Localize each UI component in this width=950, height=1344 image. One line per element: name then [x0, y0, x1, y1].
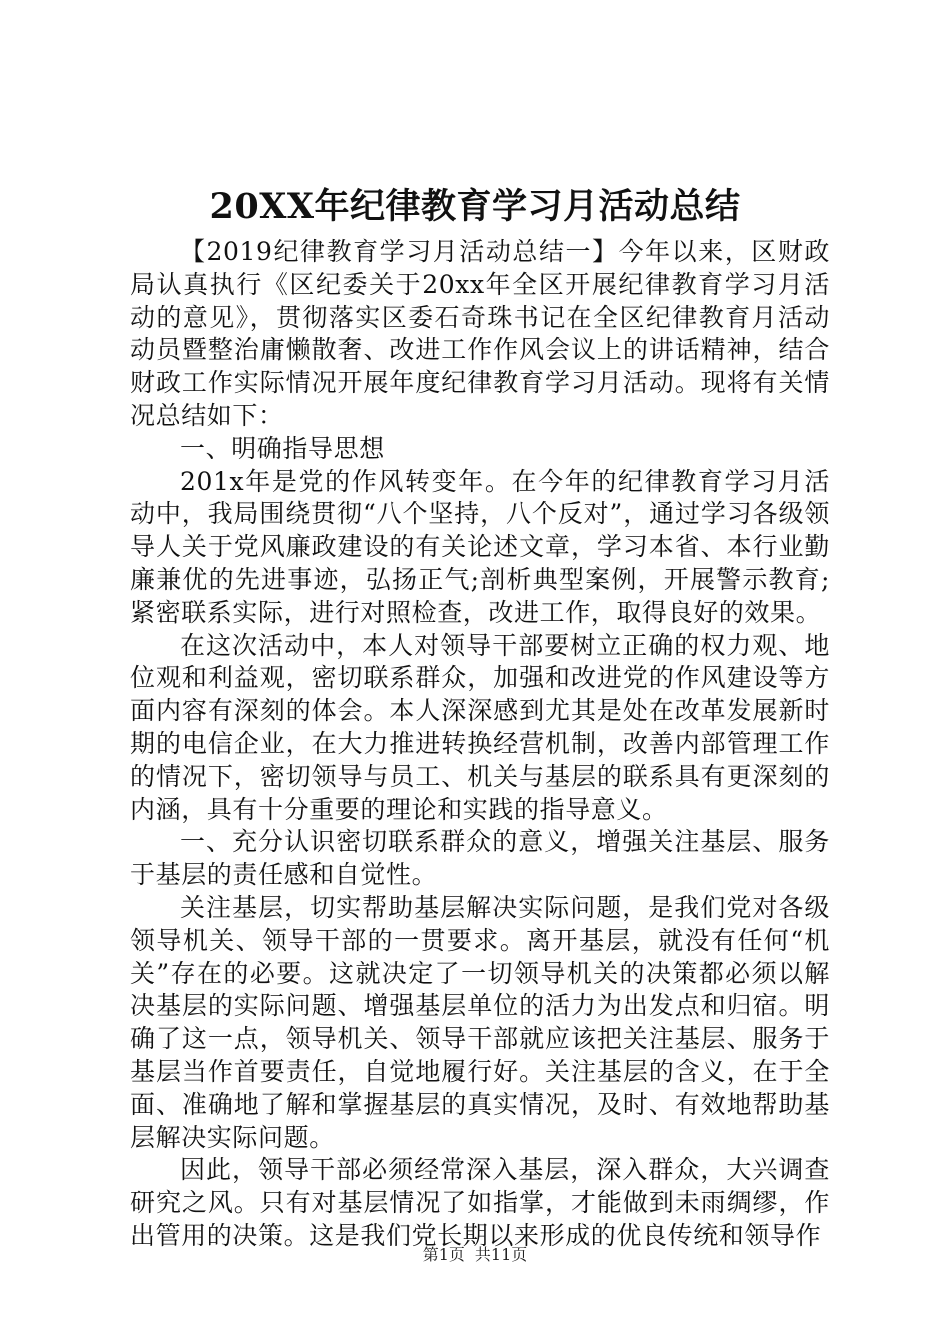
- paragraph-focus-grassroots: 关注基层，切实帮助基层解决实际问题，是我们党对各级领导机关、领导干部的一贯要求。离开基层，就没有任何“机关”存在的必要。这就决定了一切领导机关的决策都必须以解决基层的实际问题、增强基层单位的活力为出发点和归宿。明确了这一点，领导机关、领导干部就应该把关注基层、服务于基层当作首要责任，自觉地履行好。关注基层的含义，在于全面、准确地了解和掌握基层的真实情况，及时、有效地帮助基层解决实际问题。: [130, 892, 830, 1152]
- page-number: 第1页: [422, 1245, 465, 1264]
- section-heading-mass-line: 一、充分认识密切联系群众的意义，增强关注基层、服务于基层的责任感和自觉性。: [130, 827, 830, 890]
- page-footer: [0, 1244, 950, 1266]
- paragraph-activity-experience: 在这次活动中，本人对领导干部要树立正确的权力观、地位观和利益观，密切联系群众，加强和改进党的作风建设等方面内容有深刻的体会。本人深深感到尤其是处在改革发展新时期的电信企业，在大力推进转换经营机制，改善内部管理工作的情况下，密切领导与员工、机关与基层的联系具有更深刻的内涵，具有十分重要的理论和实践的指导意义。: [130, 630, 830, 824]
- page-total: 共11页: [474, 1245, 528, 1264]
- paragraph-work-style-year: 201x年是党的作风转变年。在今年的纪律教育学习月活动中，我局围绕贯彻“八个坚持，八个反对”，通过学习各级领导人关于党风廉政建设的有关论述文章，学习本省、本行业勤廉兼优的先进事迹，弘扬正气;剖析典型案例，开展警示教育;紧密联系实际，进行对照检查，改进工作，取得良好的效果。: [130, 466, 830, 627]
- paragraph-investigation: 因此，领导干部必须经常深入基层，深入群众，大兴调查研究之风。只有对基层情况了如指掌，才能做到未雨绸缪，作出管用的决策。这是我们党长期以来形成的优良传统和领导作: [130, 1155, 830, 1250]
- document-title: 20XX年纪律教育学习月活动总结: [209, 186, 741, 227]
- section-heading-guiding-thought: 一、明确指导思想: [180, 433, 385, 463]
- document-body: [130, 236, 830, 1253]
- paragraph-intro: 【2019纪律教育学习月活动总结一】今年以来，区财政局认真执行《区纪委关于20xx年全区开展纪律教育学习月活动的意见》，贯彻落实区委石奇珠书记在全区纪律教育月活动动员暨整治庸懒散奢、改进工作作风会议上的讲话精神，结合财政工作实际情况开展年度纪律教育学习月活动。现将有关情况总结如下：: [130, 237, 830, 430]
